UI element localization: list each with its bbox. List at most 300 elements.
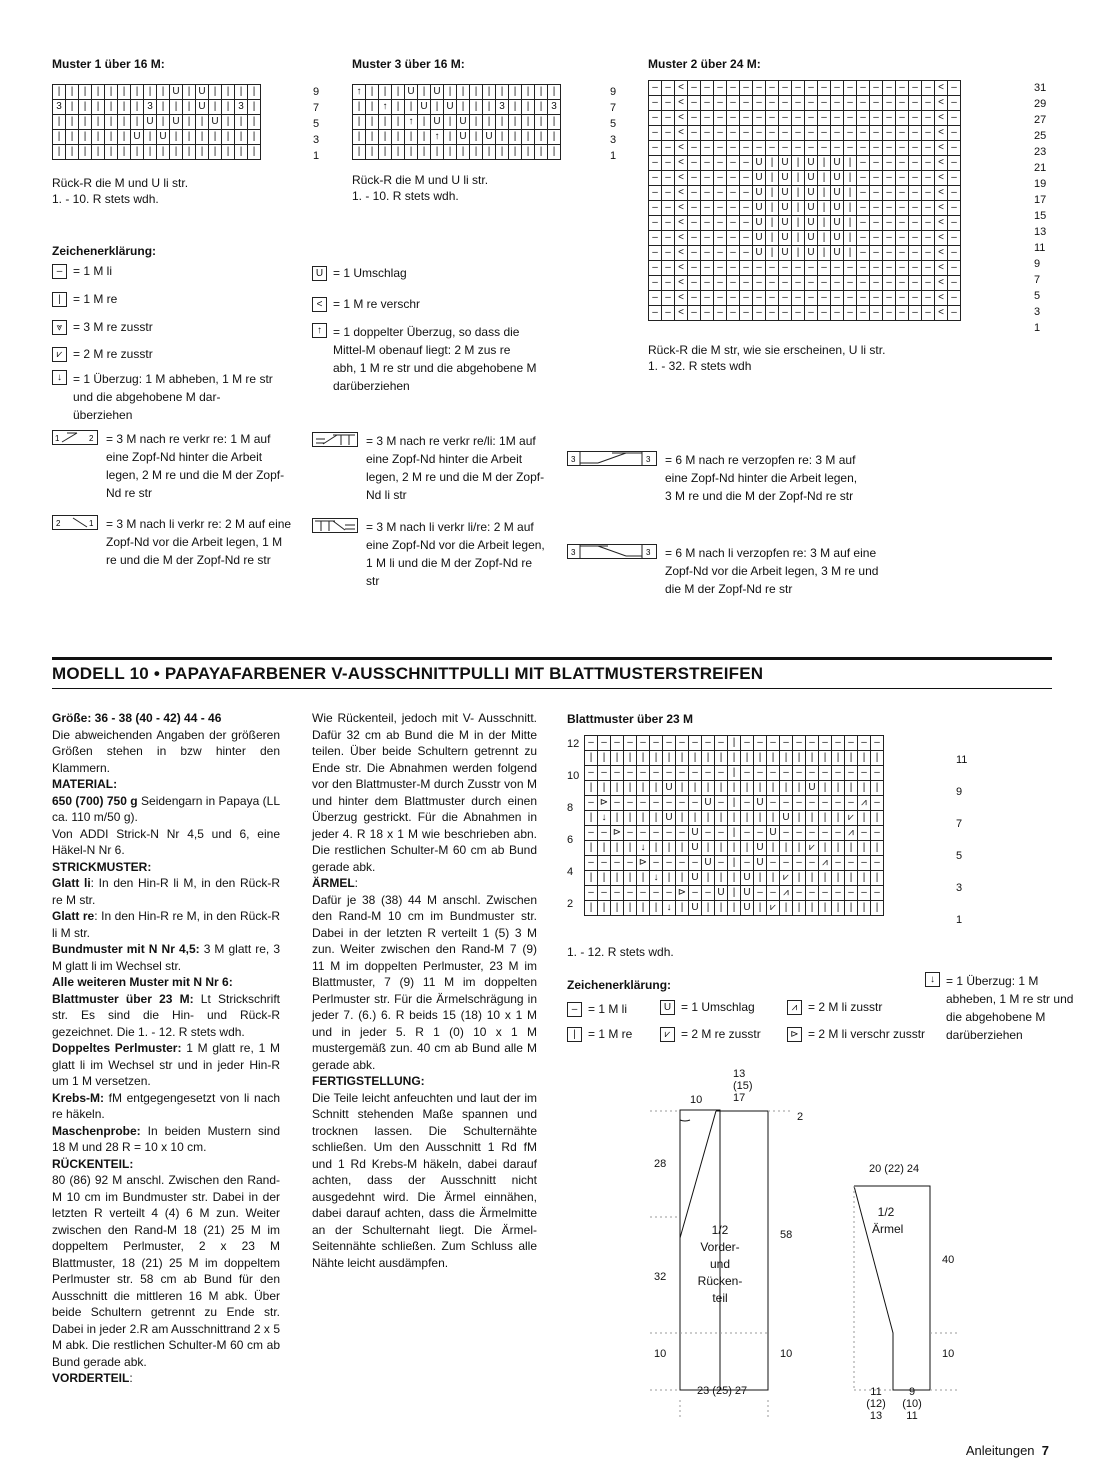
chart-cell: ⩘ (858, 796, 871, 811)
chart-cell: – (792, 291, 805, 306)
chart-cell: – (649, 186, 662, 201)
chart-cell: < (675, 306, 688, 321)
chart-row-label: 5 (610, 118, 617, 130)
chart-cell: – (780, 796, 793, 811)
chart-cell: – (806, 796, 819, 811)
chart-cell: | (766, 171, 779, 186)
chart-cell: – (883, 141, 896, 156)
chart-cell: – (948, 231, 961, 246)
heading-rule-bottom (52, 688, 1052, 689)
chart-cell: | (170, 130, 183, 145)
chart-cell: – (727, 141, 740, 156)
purl-symbol-icon: – (52, 264, 67, 279)
chart-cell: – (701, 246, 714, 261)
instruction-paragraph: Die Teile leicht anfeuchten und laut der im Schnitt stehenden Maße spannen und trocknen lassen. Die Schulternähte schließen. Um den Ausschnitt 1 Rd fM und 1 Rd Krebs-M häkeln, dabei darauf achten, dass der Ausschnitt nicht ausgedehnt wird. Die Ärmel einnähen, dabei darauf achten, dass die Ärmelmitte an der Schulternaht liegt. Die Ärmel- Seitennähte schließen. Zum Schluss alle Nähte leicht ausdämpfen. (312, 1090, 537, 1270)
chart-cell: < (675, 126, 688, 141)
chart-cell: – (714, 186, 727, 201)
chart-cell: – (883, 81, 896, 96)
chart-cell: – (805, 141, 818, 156)
chart-cell: | (105, 145, 118, 160)
chart-cell: – (741, 826, 754, 841)
chart-cell: – (832, 826, 845, 841)
chart-cell: | (79, 130, 92, 145)
chart-cell: – (870, 171, 883, 186)
chart-cell: | (548, 115, 561, 130)
chart-cell: | (728, 871, 741, 886)
chart-cell: ⩗ (780, 871, 793, 886)
chart-cell: – (909, 306, 922, 321)
chart-cell: < (935, 186, 948, 201)
chart-cell: – (611, 736, 624, 751)
legend2-re-zusstr: ⩗ = 2 M re zusstr (660, 1025, 761, 1043)
chart-cell: – (896, 81, 909, 96)
chart-cell: – (870, 186, 883, 201)
chart-cell: U (831, 171, 844, 186)
chart-cell: – (818, 81, 831, 96)
chart-cell: ⊳ (598, 796, 611, 811)
chart-row-label: 9 (313, 86, 320, 98)
chart-cell: < (675, 216, 688, 231)
chart-cell: – (702, 766, 715, 781)
p2tog-tbl-symbol-icon: ⊳ (787, 1027, 802, 1042)
chart-cell: – (948, 291, 961, 306)
chart-cell: < (675, 96, 688, 111)
chart-cell: | (535, 85, 548, 100)
chart-cell: – (689, 886, 702, 901)
chart-cell: | (818, 171, 831, 186)
chart-cell: – (779, 81, 792, 96)
legend2-li-zusstr: ⩘ = 2 M li zusstr (787, 998, 882, 1016)
chart-cell: < (935, 246, 948, 261)
chart-cell: – (650, 886, 663, 901)
chart-cell: < (675, 81, 688, 96)
chart-cell: – (767, 856, 780, 871)
chart-cell: – (844, 81, 857, 96)
chart-cell: – (883, 171, 896, 186)
chart-cell: – (663, 766, 676, 781)
chart-row-label: 27 (1034, 114, 1047, 126)
chart-cell: | (818, 201, 831, 216)
chart-cell: < (935, 291, 948, 306)
chart-cell: | (535, 100, 548, 115)
chart-cell: – (624, 886, 637, 901)
chart-cell: – (689, 856, 702, 871)
chart-cell: | (392, 100, 405, 115)
chart-cell: – (922, 216, 935, 231)
chart-cell: – (896, 141, 909, 156)
chart-cell: U (767, 826, 780, 841)
chart-cell: – (611, 886, 624, 901)
chart-cell: | (183, 130, 196, 145)
chart-cell: – (740, 216, 753, 231)
chart-cell: – (702, 736, 715, 751)
svg-text:3: 3 (646, 548, 651, 557)
chart-cell: – (688, 141, 701, 156)
chart-cell: | (611, 901, 624, 916)
chart-cell: – (896, 291, 909, 306)
legend2-ueberzug: ↓ = 1 Überzug: 1 M abheben, 1 M re str und die abgehobene M darüberziehen (925, 972, 1075, 1044)
chart-row-label: 9 (610, 86, 617, 98)
chart-cell: – (831, 141, 844, 156)
chart-cell: – (663, 796, 676, 811)
double-decrease-symbol-icon: ↑ (312, 323, 327, 338)
six-cable-right-symbol-icon (567, 451, 657, 466)
chart-cell: – (662, 246, 675, 261)
schema-sleeve-label: 1/2 Ärmel (872, 1205, 904, 1236)
chart-cell: – (637, 736, 650, 751)
chart-cell: – (792, 141, 805, 156)
chart-cell: – (727, 96, 740, 111)
chart-cell: < (935, 276, 948, 291)
chart-cell: – (805, 111, 818, 126)
chart-cell: | (405, 145, 418, 160)
chart-cell: | (496, 115, 509, 130)
chart-cell: – (649, 231, 662, 246)
chart-row-label: 21 (1034, 162, 1047, 174)
chart-cell: | (663, 841, 676, 856)
chart-cell: U (702, 796, 715, 811)
chart-cell: | (444, 85, 457, 100)
chart-cell: – (662, 306, 675, 321)
chart-cell: – (662, 291, 675, 306)
chart-cell: | (819, 901, 832, 916)
chart-cell: – (805, 96, 818, 111)
chart-cell: – (624, 826, 637, 841)
chart-cell: – (870, 156, 883, 171)
chart-cell: – (909, 111, 922, 126)
chart-cell: | (766, 201, 779, 216)
chart-cell: – (766, 276, 779, 291)
chart-cell: | (418, 115, 431, 130)
chart-cell: – (909, 291, 922, 306)
chart-cell: U (753, 216, 766, 231)
chart-cell: – (883, 96, 896, 111)
chart-cell: – (896, 276, 909, 291)
chart-cell: | (470, 85, 483, 100)
chart-row-label: 6 (567, 834, 574, 846)
chart-row-label: 7 (1034, 274, 1041, 286)
chart-cell: | (715, 871, 728, 886)
chart-cell: U (157, 130, 170, 145)
p2tog-symbol-icon: ⩘ (787, 1000, 802, 1015)
chart-cell: – (662, 111, 675, 126)
chart-cell: | (170, 100, 183, 115)
chart-cell: | (637, 871, 650, 886)
chart-cell: – (780, 826, 793, 841)
chart-cell: < (935, 96, 948, 111)
yarn-over-symbol-icon: U (312, 266, 327, 281)
chart-cell: < (675, 111, 688, 126)
chart-cell: | (585, 901, 598, 916)
chart-row-label: 19 (1034, 178, 1047, 190)
chart-cell: – (727, 201, 740, 216)
schema-top-labels: 13 (15) 17 (733, 1068, 753, 1104)
cable-left-symbol-icon (52, 515, 98, 530)
chart-cell: | (754, 811, 767, 826)
chart-cell: – (909, 231, 922, 246)
chart-row-label: 29 (1034, 98, 1047, 110)
chart-cell: U (689, 871, 702, 886)
chart-cell: | (624, 781, 637, 796)
chart-cell: – (767, 796, 780, 811)
chart-cell: 3 (53, 100, 66, 115)
chart-cell: | (598, 871, 611, 886)
chart-cell: – (896, 156, 909, 171)
chart-cell: | (522, 85, 535, 100)
chart-row-label: 10 (567, 770, 580, 782)
chart-cell: – (896, 186, 909, 201)
chart-cell: | (66, 100, 79, 115)
chart-cell: – (922, 156, 935, 171)
chart-cell: | (650, 751, 663, 766)
chart-cell: | (754, 751, 767, 766)
chart-cell: | (470, 145, 483, 160)
chart-cell: – (727, 156, 740, 171)
chart-cell: | (392, 85, 405, 100)
chart-cell: | (144, 145, 157, 160)
chart-cell: – (883, 111, 896, 126)
chart-cell: – (883, 126, 896, 141)
chart-cell: – (870, 276, 883, 291)
chart-cell: – (805, 81, 818, 96)
chart-cell: – (740, 81, 753, 96)
instruction-paragraph: Größe: 36 - 38 (40 - 42) 44 - 46 (52, 711, 222, 725)
chart-cell: – (727, 246, 740, 261)
chart-cell: U (779, 186, 792, 201)
chart-cell: | (79, 145, 92, 160)
chart-cell: – (741, 736, 754, 751)
chart-cell: – (883, 291, 896, 306)
chart-cell: – (948, 111, 961, 126)
chart-cell: – (766, 96, 779, 111)
legend-cable-right: 1 2 = 3 M nach re verkr re: 1 M auf eine Zopf-Nd hinter die Arbeit legen, 2 M re und die M der Zopf-Nd re str (52, 430, 292, 502)
chart-cell: | (715, 901, 728, 916)
legend-3-zusstr: ⩔ = 3 M re zusstr (52, 318, 292, 336)
chart-row-label: 23 (1034, 146, 1047, 158)
chart-cell: U (779, 246, 792, 261)
chart-cell: | (844, 246, 857, 261)
chart-cell: – (909, 96, 922, 111)
chart-cell: | (728, 811, 741, 826)
chart-cell: – (793, 886, 806, 901)
chart-cell: – (688, 291, 701, 306)
chart-cell: | (793, 751, 806, 766)
instruction-paragraph: RÜCKENTEIL: (52, 1156, 134, 1171)
chart-cell: | (767, 841, 780, 856)
chart-cell: < (675, 276, 688, 291)
chart-row-label: 17 (1034, 194, 1047, 206)
chart-cell: ⩗ (806, 841, 819, 856)
chart-cell: – (715, 796, 728, 811)
chart-cell: – (948, 216, 961, 231)
chart-cell: – (714, 111, 727, 126)
chart-cell: | (754, 781, 767, 796)
chart-cell: | (754, 871, 767, 886)
chart-cell: | (209, 85, 222, 100)
legend-title: Zeichenerklärung: (52, 244, 157, 258)
chart-cell: – (753, 111, 766, 126)
chart-cell: – (701, 306, 714, 321)
chart-cell: – (701, 186, 714, 201)
instruction-paragraph: Dafür je 38 (38) 44 M anschl. Zwischen den Rand-M 10 cm im Bundmuster str. Dabei in der letzten R verteilt 1 (5) 3 M zun. Weiter zwischen den Rand-M 7 (9) 11 M im doppelten Perlmuster, 23 M im Blattmuster, 7 (9) 11 M im doppelten Perlmuster str. Für die Ärmelschrägung in jeder 7. (6.) 6. R beids 15 (18) 10 x 1 M und in jeder 5. R 1 (0) 10 x 1 M mustergemäß zun. 40 cm ab Bund alle M gerade abk. (312, 892, 537, 1072)
chart-cell: | (79, 115, 92, 130)
chart-cell: – (649, 306, 662, 321)
instruction-paragraph: Blattmuster über 23 M: Lt Strickschrift str. Es sind die Hin- und Rück-R gezeichnet. Die 1. - 12. R stets wdh. (52, 991, 281, 1039)
chart-cell: – (922, 306, 935, 321)
chart-cell: – (871, 796, 884, 811)
chart-cell: – (909, 186, 922, 201)
schema-32: 32 (654, 1271, 667, 1283)
muster3-title: Muster 3 über 16 M: (352, 57, 465, 71)
chart-cell: – (857, 171, 870, 186)
chart-cell: | (689, 781, 702, 796)
chart-cell: | (844, 201, 857, 216)
chart-row-label: 5 (956, 850, 963, 862)
chart-cell: – (857, 231, 870, 246)
chart-cell: U (715, 886, 728, 901)
chart-cell: | (209, 100, 222, 115)
chart-cell: | (637, 901, 650, 916)
chart-cell: | (157, 145, 170, 160)
chart-cell: | (92, 130, 105, 145)
chart-cell: – (727, 291, 740, 306)
instruction-paragraph: MATERIAL: (52, 777, 118, 791)
svg-text:3: 3 (646, 455, 651, 464)
chart-row-label: 3 (610, 134, 617, 146)
chart-cell: U (779, 231, 792, 246)
chart-cell: | (457, 85, 470, 100)
chart-cell: U (483, 130, 496, 145)
instruction-paragraph: 650 (700) 750 g Seidengarn in Papaya (LL ca. 110 m/50 g). (52, 793, 280, 824)
chart-cell: – (585, 886, 598, 901)
chart-cell: | (780, 751, 793, 766)
chart-cell: | (728, 841, 741, 856)
chart-cell: ⊳ (676, 886, 689, 901)
chart-cell: | (792, 201, 805, 216)
chart-cell: | (457, 100, 470, 115)
muster1-note1: Rück-R die M und U li str. (52, 176, 189, 190)
chart-cell: – (753, 81, 766, 96)
legend2-umschlag: U = 1 Umschlag (660, 998, 755, 1016)
chart-cell: – (662, 96, 675, 111)
chart-cell: – (870, 231, 883, 246)
chart-cell: | (611, 841, 624, 856)
chart-cell: | (522, 100, 535, 115)
chart-cell: – (792, 276, 805, 291)
chart-cell: – (819, 796, 832, 811)
chart-cell: | (650, 811, 663, 826)
chart-cell: | (183, 85, 196, 100)
chart-cell: – (715, 826, 728, 841)
chart-cell: | (105, 100, 118, 115)
chart-cell: | (209, 130, 222, 145)
chart-cell: | (741, 781, 754, 796)
chart-cell: U (805, 216, 818, 231)
chart-cell: – (870, 306, 883, 321)
chart-cell: < (935, 306, 948, 321)
instruction-paragraph: Bundmuster mit N Nr 4,5: 3 M glatt re, 3 M glatt li im Wechsel str. (52, 942, 280, 973)
svg-text:1: 1 (55, 434, 60, 443)
chart-cell: | (871, 751, 884, 766)
chart-cell: – (663, 886, 676, 901)
chart-cell: U (753, 201, 766, 216)
chart-cell: – (806, 826, 819, 841)
chart-cell: | (353, 145, 366, 160)
chart-cell: | (624, 841, 637, 856)
chart-row-label: 2 (567, 898, 574, 910)
chart-cell: – (922, 81, 935, 96)
chart-cell: | (792, 216, 805, 231)
chart-cell: U (753, 171, 766, 186)
chart-cell: – (701, 81, 714, 96)
chart-cell: – (688, 246, 701, 261)
chart-cell: | (728, 751, 741, 766)
chart-row-label: 5 (1034, 290, 1041, 302)
chart-cell: – (649, 81, 662, 96)
chart-cell: – (883, 231, 896, 246)
legend-2-zusstr: ⩗ = 2 M re zusstr (52, 345, 292, 363)
chart-row-label: 11 (1034, 242, 1046, 254)
chart-cell: – (857, 246, 870, 261)
neck-curve (680, 1120, 690, 1121)
chart-cell: – (948, 276, 961, 291)
chart-cell: | (496, 130, 509, 145)
chart-cell: U (405, 85, 418, 100)
chart-cell: | (598, 751, 611, 766)
chart-cell: – (740, 306, 753, 321)
chart-cell: – (649, 156, 662, 171)
svg-text:3: 3 (571, 548, 576, 557)
chart-cell: | (118, 100, 131, 115)
chart-cell: | (793, 841, 806, 856)
chart-cell: – (753, 261, 766, 276)
chart-cell: | (509, 145, 522, 160)
chart-cell: – (766, 111, 779, 126)
chart-cell: | (793, 901, 806, 916)
chart-cell: | (819, 841, 832, 856)
chart-cell: – (689, 766, 702, 781)
chart-cell: | (676, 781, 689, 796)
chart-cell: | (767, 811, 780, 826)
chart-cell: – (688, 216, 701, 231)
chart-cell: – (715, 856, 728, 871)
chart-cell: – (663, 826, 676, 841)
chart-cell: | (793, 811, 806, 826)
chart-cell: | (871, 781, 884, 796)
chart-cell: | (548, 145, 561, 160)
chart-cell: – (922, 126, 935, 141)
chart-cell: – (792, 96, 805, 111)
chart-cell: | (818, 156, 831, 171)
chart-cell: – (624, 736, 637, 751)
chart-cell: | (196, 115, 209, 130)
chart-cell: | (418, 130, 431, 145)
muster3-note1: Rück-R die M und U li str. (352, 173, 489, 187)
chart-cell: | (702, 811, 715, 826)
chart-cell: – (701, 261, 714, 276)
chart-cell: – (922, 141, 935, 156)
chart-cell: – (858, 886, 871, 901)
chart-cell: | (509, 115, 522, 130)
chart-cell: | (144, 130, 157, 145)
chart-cell: U (209, 115, 222, 130)
chart-cell: – (857, 306, 870, 321)
chart-cell: < (675, 156, 688, 171)
chart-cell: | (741, 751, 754, 766)
chart-cell: | (66, 145, 79, 160)
legend2-li: – = 1 M li (567, 1000, 627, 1018)
legend2-re: | = 1 M re (567, 1025, 632, 1043)
